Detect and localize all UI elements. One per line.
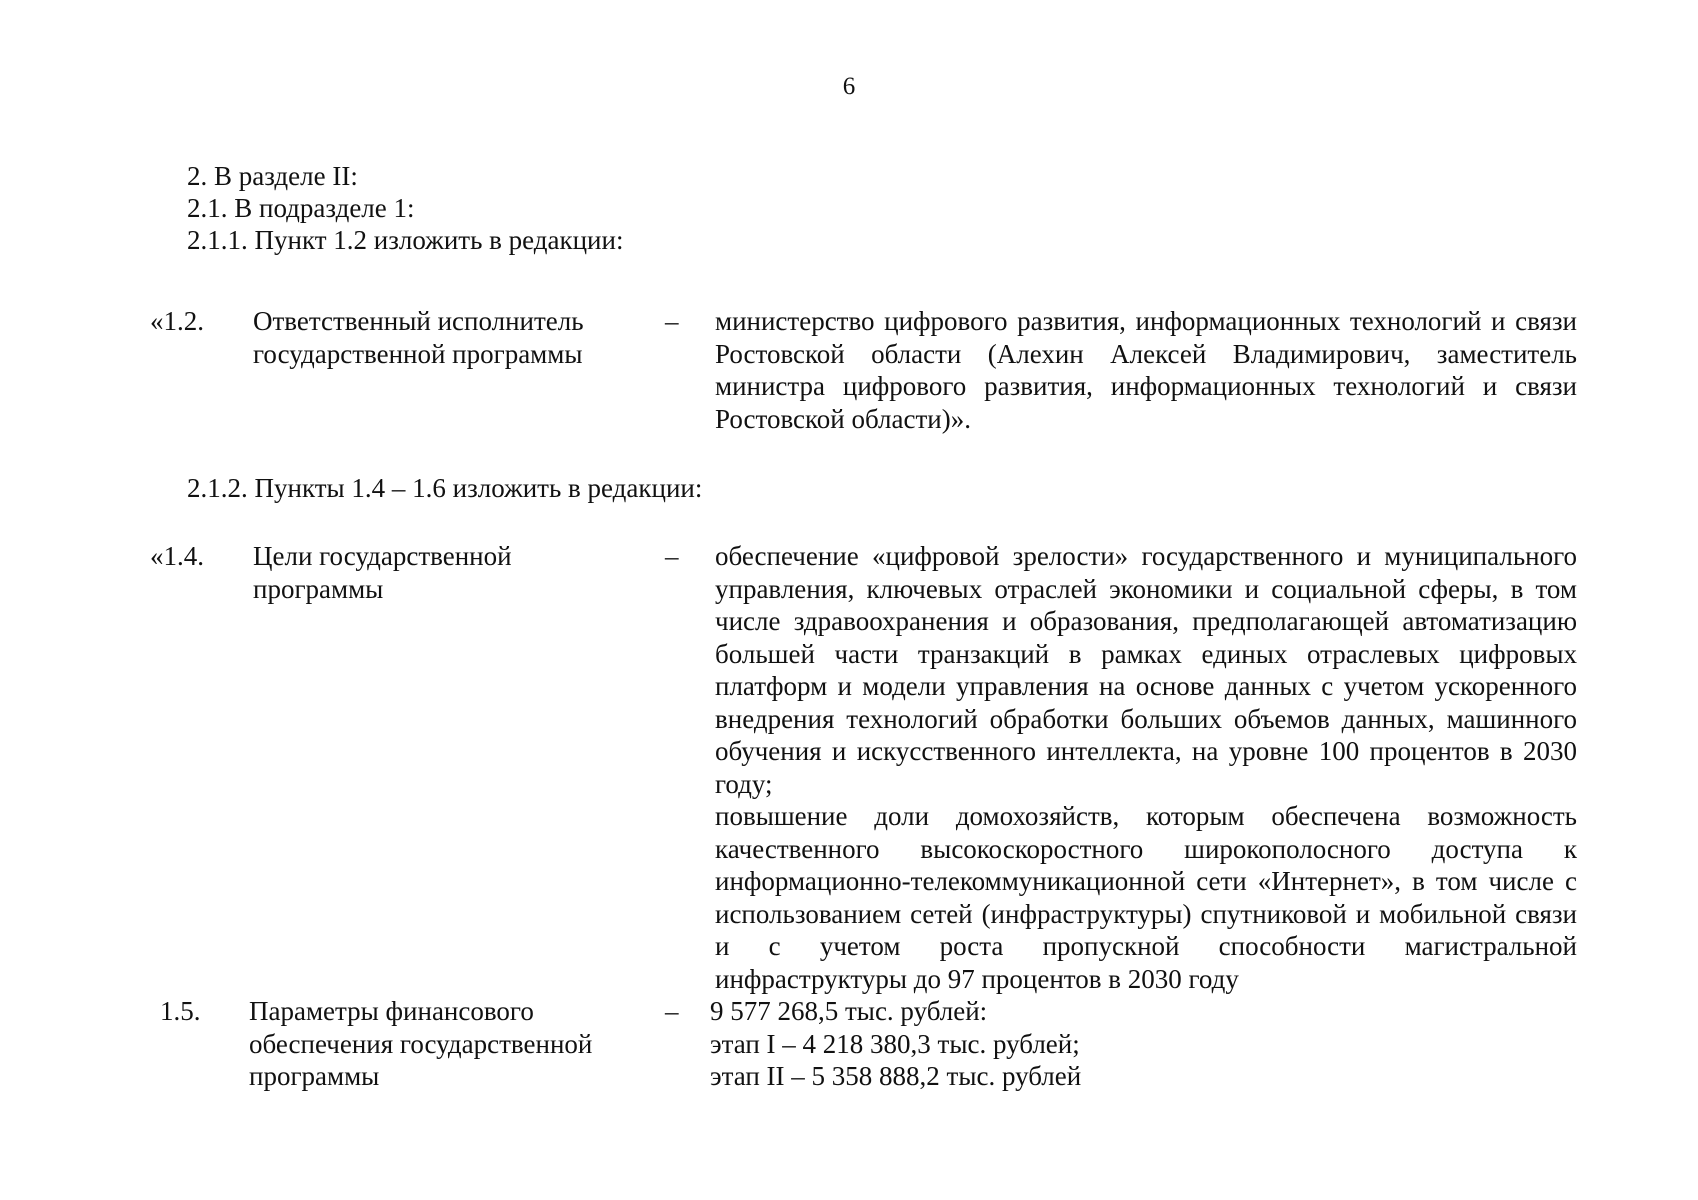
item-dash: – <box>665 306 679 336</box>
subsection-header: 2.1. В подразделе 1: <box>187 193 415 223</box>
finance-stage-1: этап I – 4 218 380,3 тыс. рублей; <box>710 1028 1080 1059</box>
finance-total: 9 577 268,5 тыс. рублей: <box>710 996 988 1026</box>
finance-stage-2: этап II – 5 358 888,2 тыс. рублей <box>710 1061 1082 1091</box>
item-value <box>715 305 1577 435</box>
goal-paragraph: обеспечение «цифровой зрелости» государственного и муниципального управления, ключевых отраслей экономики и социальной сферы, в том числе здравоохранения и образования, предполагающей автоматизацию большей части транзакций в рамках единых отраслевых цифровых платформ и модели управления на основе данных с учетом ускоренного внедрения технологий обработки больших объемов данных, машинного обучения и искусственного интеллекта, на уровне 100 процентов в 2030 году; <box>715 541 1577 799</box>
item-name: Параметры финансового обеспечения государственной программы <box>249 996 593 1091</box>
page-number: 6 <box>842 73 856 100</box>
item-value <box>710 995 1572 1093</box>
responsible-executor-text: министерство цифрового развития, информационных технологий и связи Ростовской области (Алехин Алексей Владимирович, заместитель министра цифрового развития, информационных технологий и связи Ростовской области)». <box>715 306 1577 434</box>
section-header: 2. В разделе II: <box>187 161 358 191</box>
item-value <box>715 540 1577 995</box>
item-2-instruction: 2.1.2. Пункты 1.4 – 1.6 изложить в редакции: <box>187 473 703 503</box>
item-1-instruction: 2.1.1. Пункт 1.2 изложить в редакции: <box>187 225 624 255</box>
item-number: «1.4. <box>150 541 204 571</box>
item-dash: – <box>665 541 679 571</box>
item-name: Цели государственной программы <box>253 541 512 604</box>
item-number: «1.2. <box>150 306 204 336</box>
item-name: Ответственный исполнитель государственной программы <box>253 306 584 369</box>
item-dash: – <box>665 996 679 1026</box>
goal-paragraph: повышение доли домохозяйств, которым обеспечена возможность качественного высокоскоростного широкополосного доступа к информационно-телекоммуникационной сети «Интернет», в том числе с использованием сетей (инфраструктуры) спутниковой и мобильной связи и с учетом роста пропускной способности магистральной инфраструктуры до 97 процентов в 2030 году <box>715 801 1577 994</box>
item-number: 1.5. <box>160 996 201 1026</box>
